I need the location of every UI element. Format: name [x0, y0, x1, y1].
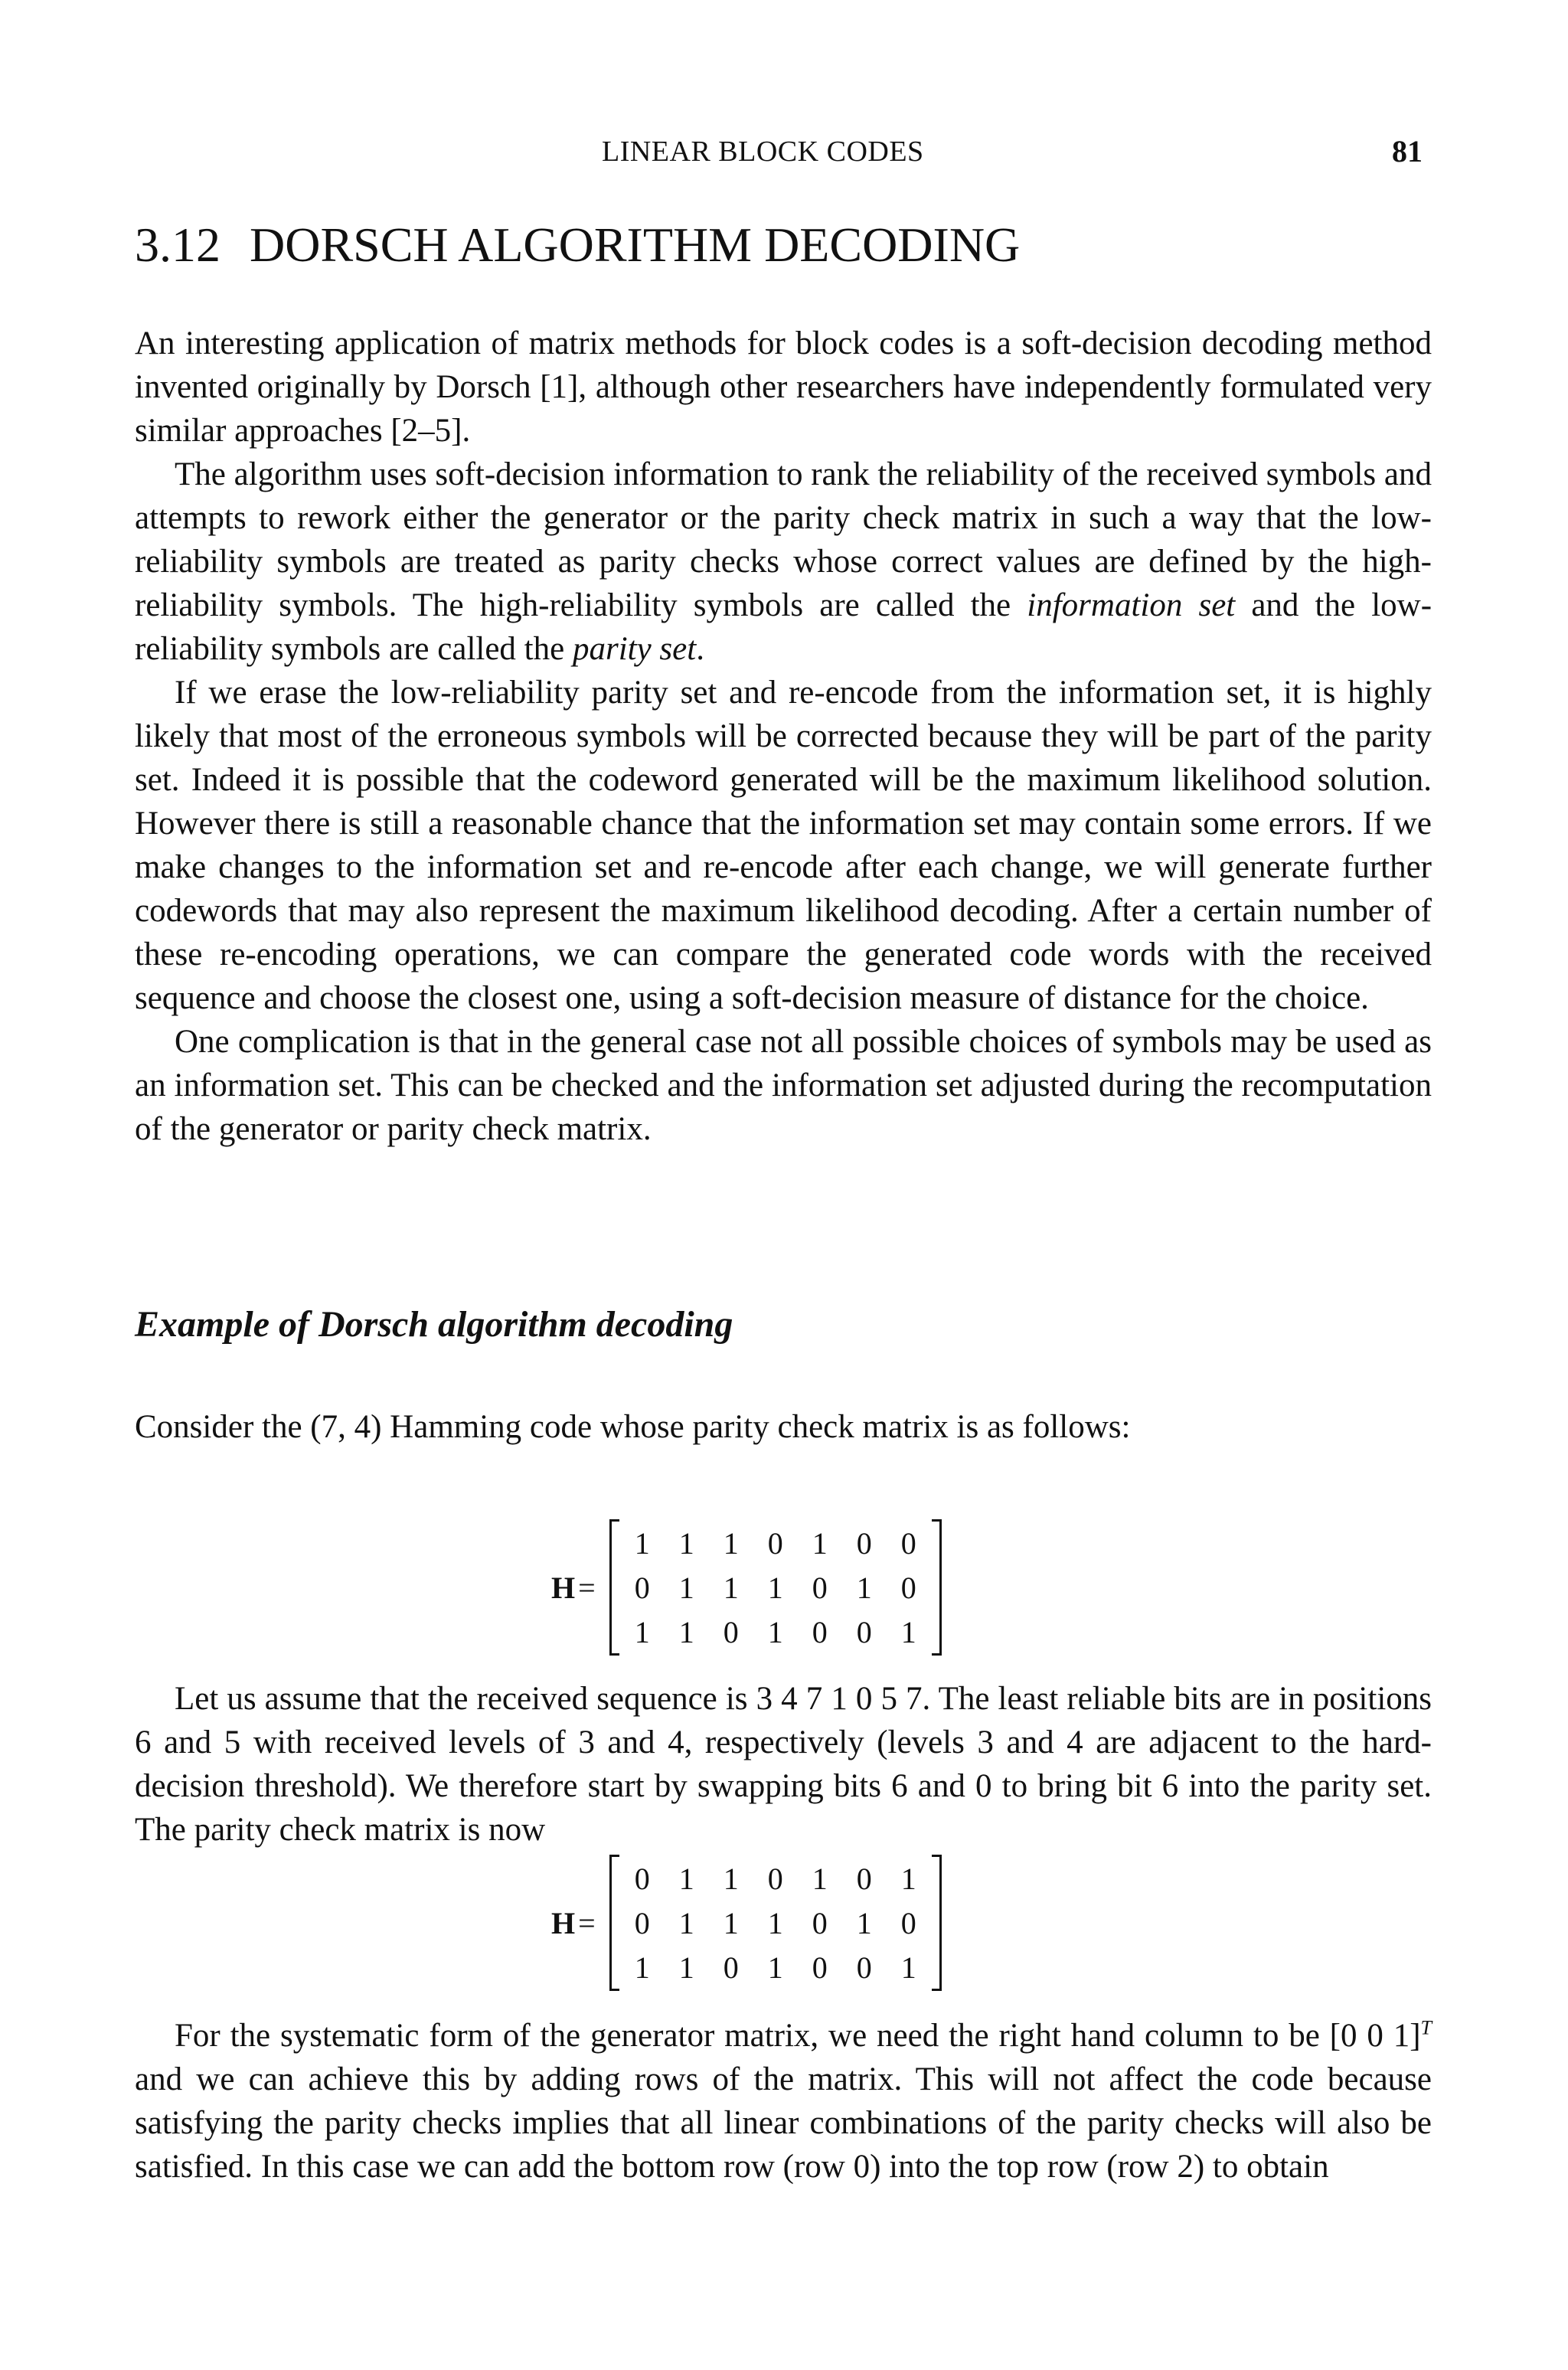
- paragraph-3: If we erase the low-reliability parity set and re-encode from the information set, it is highly likely that most of the erroneous symbols will be corrected because they will be part of the parity set. Indeed it is possible that the codeword generated will be the maximum likelihood solution. However there is still a reasonable chance that the information set may contain some errors. If we make changes to the information set and re-encode after each change, we will generate further codewords that may also represent the maximum likelihood decoding. After a certain number of these re-encoding operations, we can compare the generated code words with the received sequence and choose the closest one, using a soft-decision measure of distance for the choice.: [135, 675, 1432, 1016]
- matrix-cell: 1: [634, 1525, 650, 1561]
- paragraph-systematic-form: [135, 2014, 1432, 2189]
- matrix-cell: 1: [900, 1614, 916, 1649]
- matrix-cell: 1: [634, 1614, 650, 1649]
- matrix-cell: 1: [812, 1525, 828, 1561]
- matrix-cell: 1: [900, 1861, 916, 1896]
- matrix-cell: 0: [856, 1861, 872, 1896]
- matrix-cell: 1: [812, 1861, 828, 1896]
- matrix-cell: 0: [812, 1614, 828, 1649]
- section-title-text: DORSCH ALGORITHM DECODING: [250, 217, 1021, 272]
- matrix-cell: 1: [723, 1570, 739, 1605]
- paragraph-2-part-c: .: [696, 631, 704, 667]
- matrix-row: [620, 1610, 931, 1654]
- received-sequence-text: [135, 1677, 1432, 1852]
- matrix-table: [620, 1521, 931, 1654]
- paragraph-4: One complication is that in the general case not all possible choices of symbols may be used as an information set. This can be checked and the information set adjusted during the recomputation of the generator or parity check matrix.: [135, 1024, 1432, 1147]
- matrix-label: H: [551, 1905, 576, 1940]
- matrix-row: [620, 1901, 931, 1945]
- matrix-cell: 1: [767, 1570, 783, 1605]
- equals-sign: =: [578, 1570, 596, 1605]
- matrix-cell: 1: [723, 1525, 739, 1561]
- paragraph-2-part-a: The algorithm uses soft-decision information to rank the reliability of the received symbols and attempts to rework either the generator or the parity check matrix in such a way that the low-reliability symbols are treated as parity checks whose correct values are defined by the high-reliability symbols. The high-reliability symbols are called the: [135, 456, 1432, 623]
- section-title: [135, 217, 1020, 273]
- matrix-cell: 0: [812, 1950, 828, 1985]
- matrix-cell: 1: [678, 1861, 694, 1896]
- matrix-cell: 1: [767, 1614, 783, 1649]
- matrix-row: [620, 1945, 931, 1989]
- running-head: LINEAR BLOCK CODES: [602, 136, 924, 168]
- matrix-cell: 1: [856, 1570, 872, 1605]
- matrix-brackets: [609, 1856, 942, 1989]
- example-intro: [135, 1405, 1432, 1449]
- matrix-cell: 1: [723, 1861, 739, 1896]
- paragraph-1: An interesting application of matrix methods for block codes is a soft-decision decoding method invented originally by Dorsch [1], although other researchers have independently formulated very similar approaches [2–5].: [135, 325, 1432, 449]
- term-information-set: information set: [1027, 587, 1236, 623]
- matrix-cell: 0: [856, 1950, 872, 1985]
- matrix-row: [620, 1521, 931, 1565]
- systematic-form-text: [135, 2014, 1432, 2189]
- matrix-cell: 0: [812, 1905, 828, 1940]
- matrix-cell: 0: [723, 1950, 739, 1985]
- section-number: 3.12: [135, 217, 220, 272]
- matrix-cell: 1: [678, 1950, 694, 1985]
- matrix-cell: 0: [634, 1570, 650, 1605]
- matrix-cell: 0: [856, 1525, 872, 1561]
- matrix-cell: 1: [678, 1905, 694, 1940]
- matrix-cell: 0: [767, 1861, 783, 1896]
- example-heading: Example of Dorsch algorithm decoding: [135, 1304, 733, 1345]
- matrix-cell: 0: [634, 1861, 650, 1896]
- paragraph-received-sequence: Let us assume that the received sequence is 3 4 7 1 0 5 7. The least reliable bits are in positions 6 and 5 with received levels of 3 and 4, respectively (levels 3 and 4 are adjacent to the hard-decision threshold). We therefore start by swapping bits 6 and 0 to bring bit 6 into the parity set. The parity check matrix is now: [135, 1681, 1432, 1848]
- paragraph-systematic-part-b: and we can achieve this by adding rows of the matrix. This will not affect the code because satisfying the parity checks implies that all linear combinations of the parity checks will also be satisfied. In this case we can add the bottom row (row 0) into the top row (row 2) to obtain: [135, 2061, 1432, 2185]
- paragraph-2-part-b: and the low-reliability symbols are called the: [135, 587, 1432, 667]
- matrix-cell: 0: [900, 1570, 916, 1605]
- matrix-row: [620, 1856, 931, 1901]
- matrix-cell: 0: [900, 1525, 916, 1561]
- matrix-cell: 0: [900, 1905, 916, 1940]
- matrix-cell: 1: [767, 1905, 783, 1940]
- matrix-cell: 1: [634, 1950, 650, 1985]
- matrix-cell: 0: [767, 1525, 783, 1561]
- matrix-cell: 0: [812, 1570, 828, 1605]
- matrix-cell: 1: [767, 1950, 783, 1985]
- matrix-cell: 1: [900, 1950, 916, 1985]
- matrix-cell: 1: [678, 1525, 694, 1561]
- parity-check-matrix-1: [551, 1521, 942, 1654]
- transpose-superscript: T: [1420, 2016, 1432, 2039]
- matrix-label: H: [551, 1570, 576, 1605]
- matrix-cell: 0: [723, 1614, 739, 1649]
- matrix-brackets: [609, 1521, 942, 1654]
- matrix-table: [620, 1856, 931, 1989]
- matrix-cell: 1: [723, 1905, 739, 1940]
- equals-sign: =: [578, 1905, 596, 1940]
- matrix-cell: 1: [856, 1905, 872, 1940]
- matrix-cell: 1: [678, 1570, 694, 1605]
- paragraph-systematic-part-a: For the systematic form of the generator matrix, we need the right hand column to be [0 0 1]: [175, 2018, 1421, 2054]
- matrix-row: [620, 1565, 931, 1610]
- term-parity-set: parity set: [572, 631, 697, 667]
- matrix-cell: 0: [634, 1905, 650, 1940]
- paragraph-2: [135, 453, 1432, 671]
- matrix-cell: 1: [678, 1614, 694, 1649]
- parity-check-matrix-2: [551, 1856, 942, 1989]
- matrix-cell: 0: [856, 1614, 872, 1649]
- example-intro-text: Consider the (7, 4) Hamming code whose parity check matrix is as follows:: [135, 1409, 1131, 1445]
- intro-text: [135, 322, 1432, 1151]
- page-number: 81: [1392, 134, 1423, 168]
